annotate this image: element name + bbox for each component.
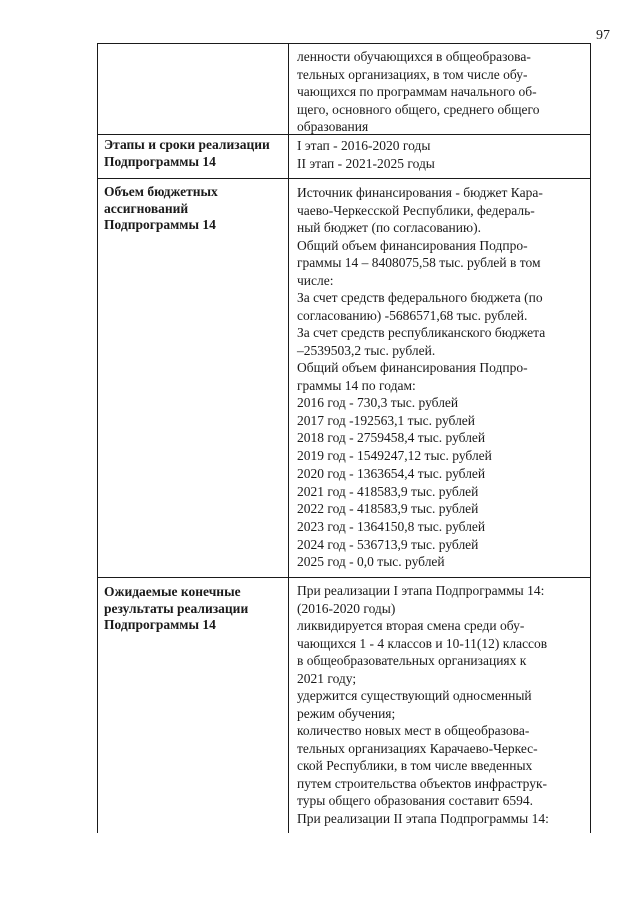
label-line: Подпрограммы 14: [104, 217, 216, 232]
budget-year-line: 2019 год - 1549247,12 тыс. рублей: [297, 448, 492, 464]
budget-year-line: 2020 год - 1363654,4 тыс. рублей: [297, 465, 486, 481]
text-line: тельных организациях, в том числе обу-: [297, 66, 528, 82]
results-line: в общеобразовательных организациях к: [297, 653, 527, 668]
results-line: туры общего образования составит 6594.: [297, 793, 533, 808]
results-cell: [297, 582, 583, 827]
stage-line: I этап - 2016-2020 годы: [297, 138, 431, 153]
results-line: путем строительства объектов инфраструк-: [297, 775, 548, 791]
text-line: чающихся по программам начального об-: [297, 84, 537, 99]
budget-year-line: 2021 год - 418583,9 тыс. рублей: [297, 483, 479, 499]
results-line: 2021 году;: [297, 670, 357, 686]
budget-by-year-line: граммы 14 по годам:: [297, 377, 416, 393]
budget-by-year-line: Общий объем финансирования Подпро-: [297, 360, 528, 375]
budget-year-line: 2022 год - 418583,9 тыс. рублей: [297, 501, 479, 517]
results-line: ской Республики, в том числе введенных: [297, 758, 533, 773]
label-line: Подпрограммы 14: [104, 153, 216, 169]
budget-year-line: 2018 год - 2759458,4 тыс. рублей: [297, 430, 486, 446]
label-line: Ожидаемые конечные: [104, 584, 241, 599]
table-top-border: [97, 43, 591, 44]
label-line: Этапы и сроки реализации: [104, 137, 270, 152]
results-line: режим обучения;: [297, 705, 396, 721]
budget-cell: [297, 184, 583, 571]
budget-total-line: числе:: [297, 272, 334, 288]
results-line: тельных организациях Карачаево-Черкес-: [297, 740, 538, 756]
stage-line: II этап - 2021-2025 годы: [297, 155, 435, 171]
budget-republic-line: –2539503,2 тыс. рублей.: [297, 342, 436, 358]
budget-republic-line: За счет средств республиканского бюджета: [297, 325, 546, 340]
results-line: При реализации II этапа Подпрограммы 14:: [297, 810, 549, 826]
continuation-cell: [297, 48, 583, 136]
budget-year-line: 2025 год - 0,0 тыс. рублей: [297, 554, 445, 570]
budget-year-line: 2023 год - 1364150,8 тыс. рублей: [297, 518, 486, 534]
text-line: ленности обучающихся в общеобразова-: [297, 49, 531, 64]
text-line: образования: [297, 119, 369, 134]
stages-label: [104, 137, 282, 170]
stages-cell: [297, 137, 583, 172]
budget-year-line: 2024 год - 536713,9 тыс. рублей: [297, 536, 479, 552]
budget-year-line: 2016 год - 730,3 тыс. рублей: [297, 395, 459, 410]
label-line: ассигнований: [104, 200, 189, 216]
results-line: (2016-2020 годы): [297, 600, 396, 616]
label-line: Подпрограммы 14: [104, 617, 216, 632]
budget-federal-line: согласованию) -5686571,68 тыс. рублей.: [297, 307, 528, 323]
budget-source-line: ный бюджет (по согласованию).: [297, 220, 481, 235]
label-line: результаты реализации: [104, 600, 249, 616]
text-line: щего, основного общего, среднего общего: [297, 101, 540, 117]
results-line: ликвидируется вторая смена среди обу-: [297, 618, 525, 633]
label-line: Объем бюджетных: [104, 184, 218, 199]
results-line: удержится существующий односменный: [297, 688, 532, 703]
column-divider: [288, 43, 289, 833]
row-divider-results: [97, 577, 591, 578]
budget-total-line: граммы 14 – 8408075,58 тыс. рублей в том: [297, 255, 541, 270]
results-line: количество новых мест в общеобразова-: [297, 723, 530, 738]
budget-total-line: Общий объем финансирования Подпро-: [297, 237, 528, 253]
budget-federal-line: За счет средств федерального бюджета (по: [297, 290, 543, 305]
results-line: чающихся 1 - 4 классов и 10-11(12) классов: [297, 635, 548, 651]
row-divider-budget: [97, 178, 591, 179]
budget-source-line: чаево-Черкесской Республики, федераль-: [297, 202, 535, 218]
results-line: При реализации I этапа Подпрограммы 14:: [297, 583, 545, 598]
budget-source-line: Источник финансирования - бюджет Кара-: [297, 185, 543, 200]
budget-year-line: 2017 год -192563,1 тыс. рублей: [297, 412, 476, 428]
results-label: [104, 584, 282, 634]
page-number: 97: [596, 28, 610, 43]
budget-label: [104, 184, 282, 234]
